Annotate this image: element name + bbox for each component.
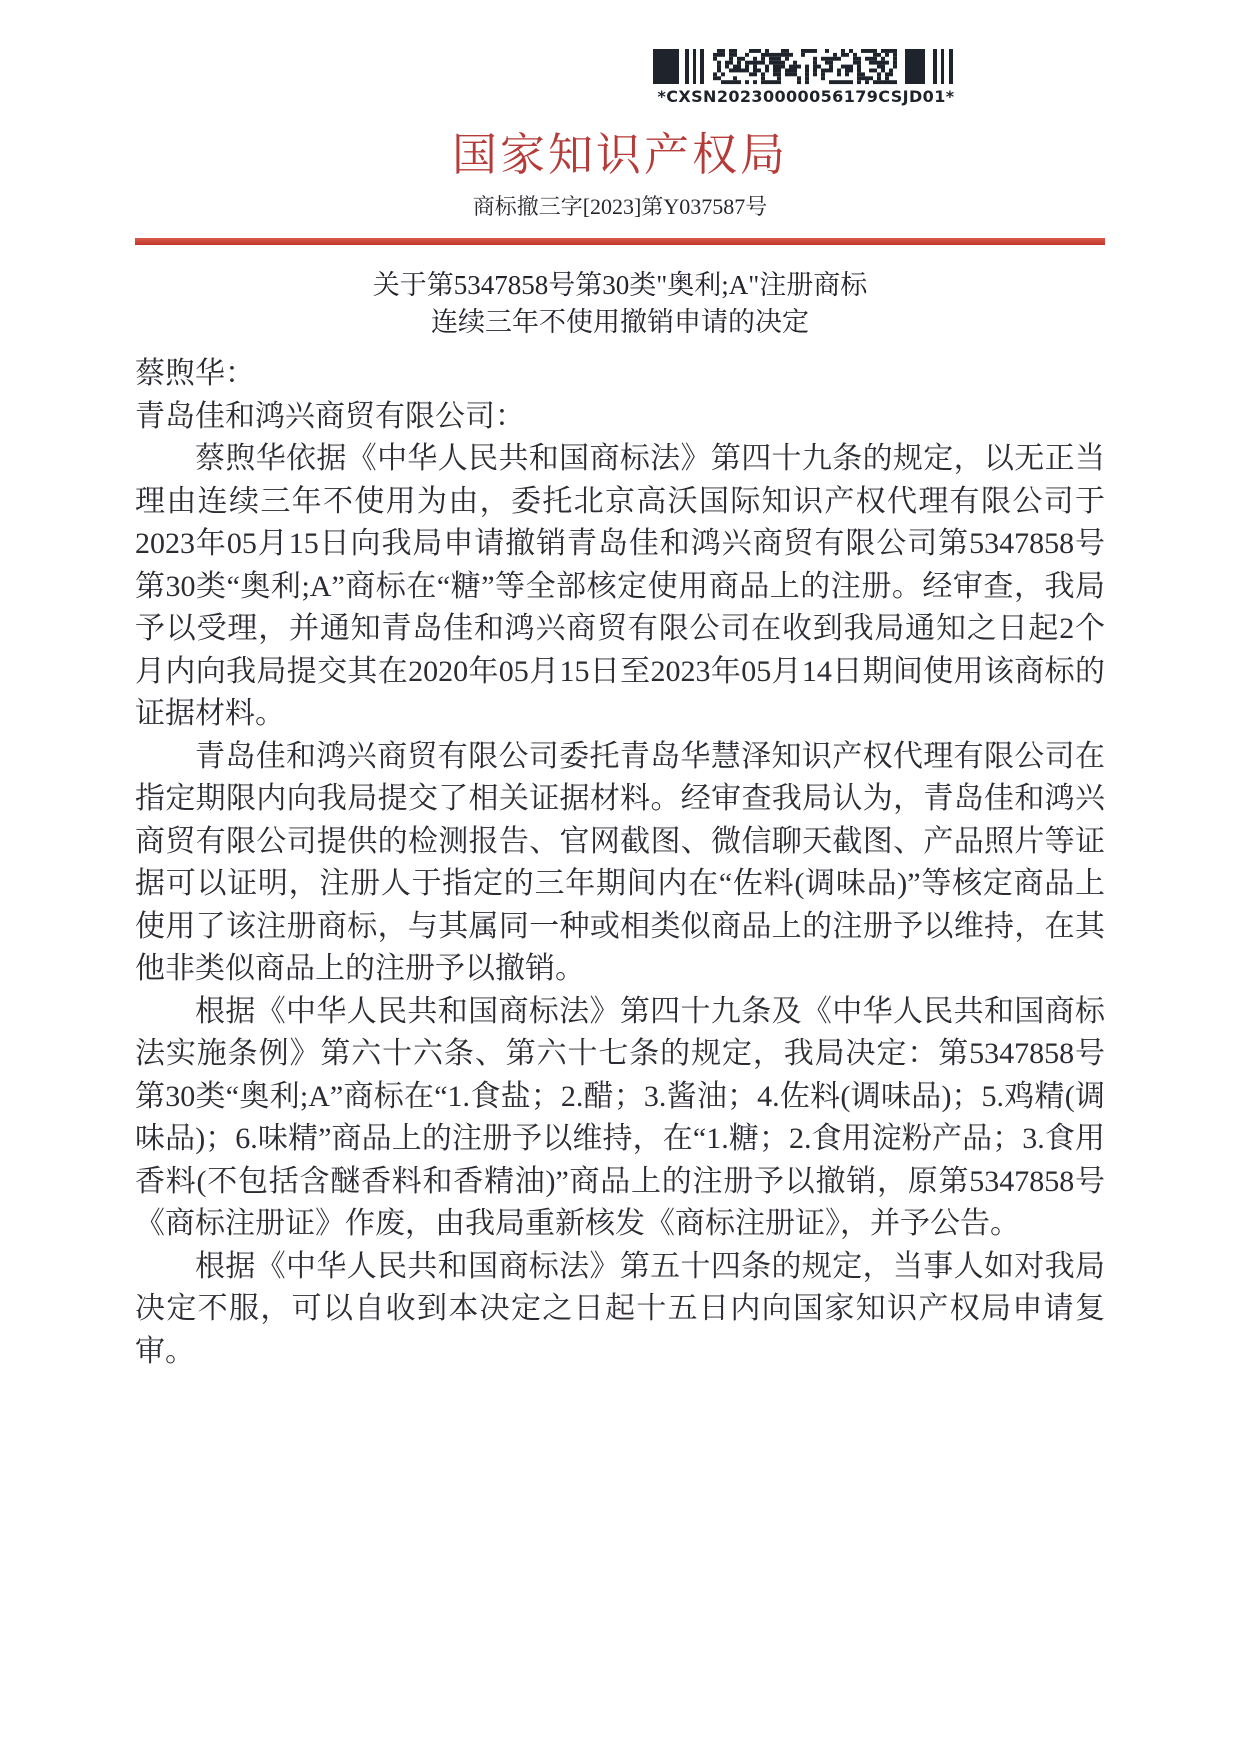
paragraph: 根据《中华人民共和国商标法》第四十九条及《中华人民共和国商标法实施条例》第六十六条、第六十七条的规定，我局决定：第5347858号第30类“奥利;A”商标在“1.食盐；2.醋；3.酱油；4.佐料(调味品)；5.鸡精(调味品)；6.味精”商品上的注册予以维持，在“1.糖；2.食用淀粉产品；3.食用香料(不包括含醚香料和香精油)”商品上的注册予以撤销，原第5347858号《商标注册证》作废，由我局重新核发《商标注册证》，并予公告。 bbox=[135, 994, 1105, 1240]
barcode-image bbox=[653, 46, 959, 86]
doc-reference-number: 商标撤三字[2023]第Y037587号 bbox=[472, 194, 768, 219]
document-header bbox=[0, 0, 1240, 245]
recipient-line: 青岛佳和鸿兴商贸有限公司： bbox=[135, 399, 525, 433]
document-body bbox=[135, 353, 1105, 1373]
document-title-line2: 连续三年不使用撤销申请的决定 bbox=[431, 307, 809, 337]
paragraph: 根据《中华人民共和国商标法》第五十四条的规定，当事人如对我局决定不服，可以自收到本决定之日起十五日内向国家知识产权局申请复审。 bbox=[135, 1249, 1105, 1368]
barcode bbox=[653, 46, 959, 106]
paragraph: 蔡煦华依据《中华人民共和国商标法》第四十九条的规定，以无正当理由连续三年不使用为由，委托北京高沃国际知识产权代理有限公司于2023年05月15日向我局申请撤销青岛佳和鸿兴商贸有限公司第5347858号第30类“奥利;A”商标在“糖”等全部核定使用商品上的注册。经审查，我局予以受理，并通知青岛佳和鸿兴商贸有限公司在收到我局通知之日起2个月内向我局提交其在2020年05月15日至2023年05月14日期间使用该商标的证据材料。 bbox=[135, 442, 1105, 730]
agency-title: 国家知识产权局 bbox=[451, 130, 788, 180]
red-divider bbox=[135, 238, 1105, 245]
barcode-number: *CXSN20230000056179CSJD01* bbox=[657, 87, 955, 106]
document-title bbox=[135, 267, 1105, 341]
recipient-line: 蔡煦华： bbox=[135, 357, 255, 390]
paragraph: 青岛佳和鸿兴商贸有限公司委托青岛华慧泽知识产权代理有限公司在指定期限内向我局提交了相关证据材料。经审查我局认为，青岛佳和鸿兴商贸有限公司提供的检测报告、官网截图、微信聊天截图、产品照片等证据可以证明，注册人于指定的三年期间内在“佐料(调味品)”等核定商品上使用了该注册商标，与其属同一种或相类似商品上的注册予以维持，在其他非类似商品上的注册予以撤销。 bbox=[135, 739, 1105, 985]
document-title-line1: 关于第5347858号第30类"奥利;A"注册商标 bbox=[372, 270, 868, 300]
